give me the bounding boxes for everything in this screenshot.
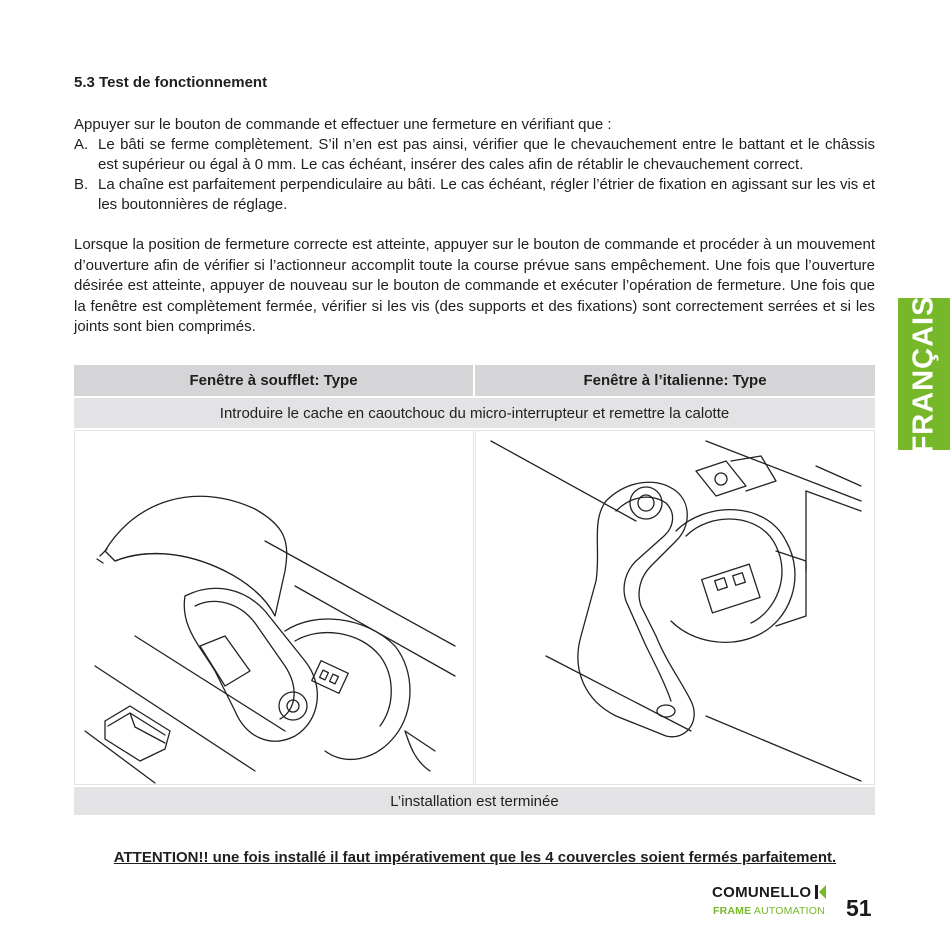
section-heading: 5.3 Test de fonctionnement (74, 74, 268, 91)
page-number: 51 (846, 895, 872, 921)
header-cell-soufflet: Fenêtre à soufflet: Type (74, 365, 473, 396)
completion-row: L’installation est terminée (74, 787, 875, 815)
language-tab-label: FRANÇAIS (907, 295, 940, 453)
list-marker: A. (74, 136, 89, 153)
header-cell-italienne: Fenêtre à l’italienne: Type (475, 365, 875, 396)
illustration-italienne (475, 430, 875, 785)
check-list (74, 135, 875, 215)
comunello-logo (712, 884, 827, 920)
illustration-soufflet (74, 430, 474, 785)
logo-tagline-rest: AUTOMATION (753, 905, 825, 917)
list-item-text: Le bâti se ferme complètement. S’il n’en est pas ainsi, vérifier que le chevauchement entre le battant et le châssis est supérieur ou égal à 0 mm. Le cas échéant, insérer des cales afin de rétablir le chevauchement correct. (98, 136, 875, 173)
attention-note: ATTENTION!! une fois installé il faut impérativement que les 4 couvercles soient fermés parfaitement. (113, 849, 837, 866)
logo-brand: COMUNELLO (712, 884, 812, 901)
logo-mark-icon (815, 884, 827, 900)
actuator-drawing-right (476, 431, 875, 785)
list-item (74, 135, 875, 175)
list-marker: B. (74, 176, 89, 193)
body-paragraph: Lorsque la position de fermeture correcte est atteinte, appuyer sur le bouton de commande et procéder à un mouvement d’ouverture afin de vérifier si l’actionneur accomplit toute la course prévue sans empêchement. Une fois que l’ouverture désirée est atteinte, appuyer de nouveau sur le bouton de commande et exécuter l’opération de fermeture. Une fois que la fenêtre est complètement fermée, vérifier si les vis (des supports et des fixations) sont correctement serrées et si les joints sont bien comprimés. (74, 236, 875, 335)
list-item (74, 175, 875, 215)
logo-tagline (713, 905, 825, 917)
logo-tagline-bold: FRAME (713, 905, 752, 917)
actuator-drawing-left (75, 431, 474, 785)
language-tab (898, 295, 950, 453)
intro-text: Appuyer sur le bouton de commande et effectuer une fermeture en vérifiant que : (74, 116, 612, 133)
instruction-row: Introduire le cache en caoutchouc du micro-interrupteur et remettre la calotte (74, 398, 875, 428)
list-item-text: La chaîne est parfaitement perpendiculaire au bâti. Le cas échéant, régler l’étrier de fixation en agissant sur les vis et les boutonnières de réglage. (98, 176, 875, 213)
instruction-table (74, 365, 875, 815)
